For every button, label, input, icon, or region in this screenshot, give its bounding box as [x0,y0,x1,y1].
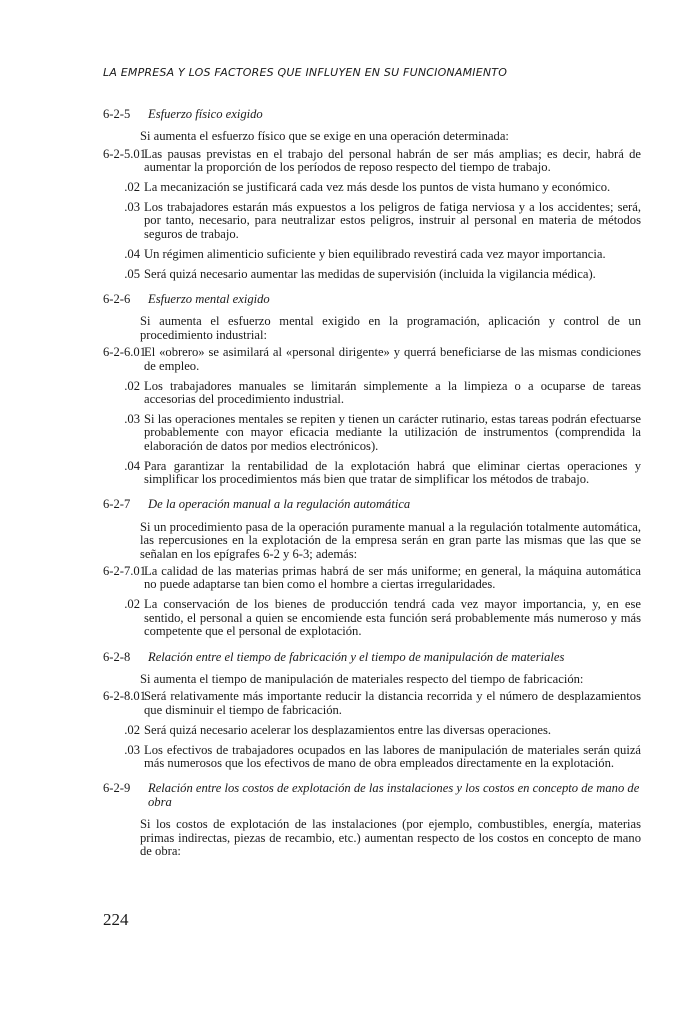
list-item [103,744,641,771]
item-text: Será relativamente más importante reducir la distancia recorrida y el número de desplazamientos que disminuir el tiempo de fabricación. [144,689,641,717]
running-head: LA EMPRESA Y LOS FACTORES QUE INFLUYEN EN SU FUNCIONAMIENTO [103,66,508,79]
item-number: 6-2-7.01 [103,564,147,579]
item-text: La conservación de los bienes de producción tendrá cada vez mayor importancia, y, en ese sentido, el personal a quien se encomiende esta función será probablemente más numeroso y más competente que el personal de explotación. [144,597,641,639]
list-item [103,690,641,717]
list-item [103,413,641,453]
item-number: .02 [124,722,140,737]
item-number: .03 [124,200,140,215]
item-text: La calidad de las materias primas habrá de ser más uniforme; en general, la máquina automática no puede adaptarse tan bien como el hombre a ciertas irregularidades. [144,564,641,592]
list-item [103,268,641,281]
item-number: .02 [124,378,140,393]
item-text: Será quizá necesario acelerar los desplazamientos entre las diversas operaciones. [144,722,552,737]
item-text: Para garantizar la rentabilidad de la explotación habrá que eliminar ciertas operaciones y simplificar los procedimientos más bien que tratar de simplificar los métodos de trabajo. [144,458,641,487]
section-heading [103,108,641,121]
item-text: Será quizá necesario aumentar las medidas de supervisión (incluida la vigilancia médica). [144,266,596,281]
list-item [103,598,641,638]
section-intro: Si los costos de explotación de las instalaciones (por ejemplo, combustibles, energía, materias primas indirectas, piezas de recambio, etc.) aumentan respecto de los costos en concepto de mano de obra: [140,817,641,859]
section-intro: Si un procedimiento pasa de la operación puramente manual a la regulación totalmente automática, las repercusiones en la explotación de la empresa serán en gran parte las mismas que las que se señalan en los epígrafes 6-2 y 6-3; además: [140,519,641,561]
section-number: 6-2-6 [103,292,131,307]
section-intro: Si aumenta el esfuerzo mental exigido en la programación, aplicación y control de un procedimiento industrial: [140,314,641,342]
section-title: Relación entre los costos de explotación de las instalaciones y los costos en concepto de mano de obra [148,781,640,809]
list-item [103,346,641,373]
section-title: Esfuerzo mental exigido [148,292,270,307]
section-title: Esfuerzo físico exigido [148,107,263,121]
section-number: 6-2-7 [103,497,131,512]
item-number: .03 [124,411,140,426]
item-number: .05 [124,266,140,281]
list-item [103,460,641,487]
section-title: De la operación manual a la regulación automática [148,497,411,512]
list-item [103,724,641,737]
item-text: Los efectivos de trabajadores ocupados en las labores de manipulación de materiales serán quizá más numerosos que los efectivos de mano de obra empleados directamente en la explotación. [144,742,641,771]
section-intro: Si aumenta el tiempo de manipulación de materiales respecto del tiempo de fabricación: [140,672,584,686]
section-heading [103,498,641,511]
list-item [103,565,641,592]
section-heading [103,293,641,306]
item-text: Si las operaciones mentales se repiten y tienen un carácter rutinario, estas tareas podrán efectuarse probablemente con mayor eficacia mediante la utilización de instrumentos (comprendida la elaboración de datos por medios electrónicos). [144,411,641,453]
item-number: .04 [124,458,140,473]
item-number: .03 [124,742,140,757]
list-item [103,248,641,261]
item-number: .04 [124,246,140,261]
list-item [103,148,641,175]
section-number: 6-2-9 [103,781,131,796]
item-text: Los trabajadores estarán más expuestos a los peligros de fatiga nerviosa y a los accidentes; será, por tanto, necesario, para neutralizar estos peligros, instruir al personal en materia de métodos seguros de trabajo. [144,200,641,241]
section-intro: Si aumenta el esfuerzo físico que se exige en una operación determinada: [140,129,509,144]
item-text: Los trabajadores manuales se limitarán simplemente a la limpieza o a ocuparse de tareas accesorias del procedimiento industrial. [144,378,641,406]
list-item [103,181,641,194]
list-item [103,380,641,407]
item-text: Un régimen alimenticio suficiente y bien equilibrado revestirá cada vez mayor importancia. [144,246,606,261]
item-text: El «obrero» se asimilará al «personal dirigente» y querrá beneficiarse de las mismas condiciones de empleo. [144,345,641,373]
item-text: La mecanización se justificará cada vez más desde los puntos de vista humano y económico. [144,180,611,195]
section-number: 6-2-8 [103,649,131,664]
section-heading [103,651,641,664]
list-item [103,201,641,241]
page-body [103,108,641,858]
section-title: Relación entre el tiempo de fabricación y el tiempo de manipulación de materiales [148,649,565,664]
item-number: 6-2-8.01 [103,689,147,704]
item-text: Las pausas previstas en el trabajo del personal habrán de ser más amplias; es decir, habrá de aumentar la proporción de los períodos de reposo respecto del tiempo de trabajo. [144,146,641,175]
item-number: 6-2-6.01 [103,345,147,360]
page-number: 224 [103,910,129,929]
section-heading [103,782,641,809]
section-number: 6-2-5 [103,107,131,121]
item-number: .02 [124,180,140,195]
item-number: 6-2-5.01 [103,146,147,161]
item-number: .02 [124,597,140,612]
